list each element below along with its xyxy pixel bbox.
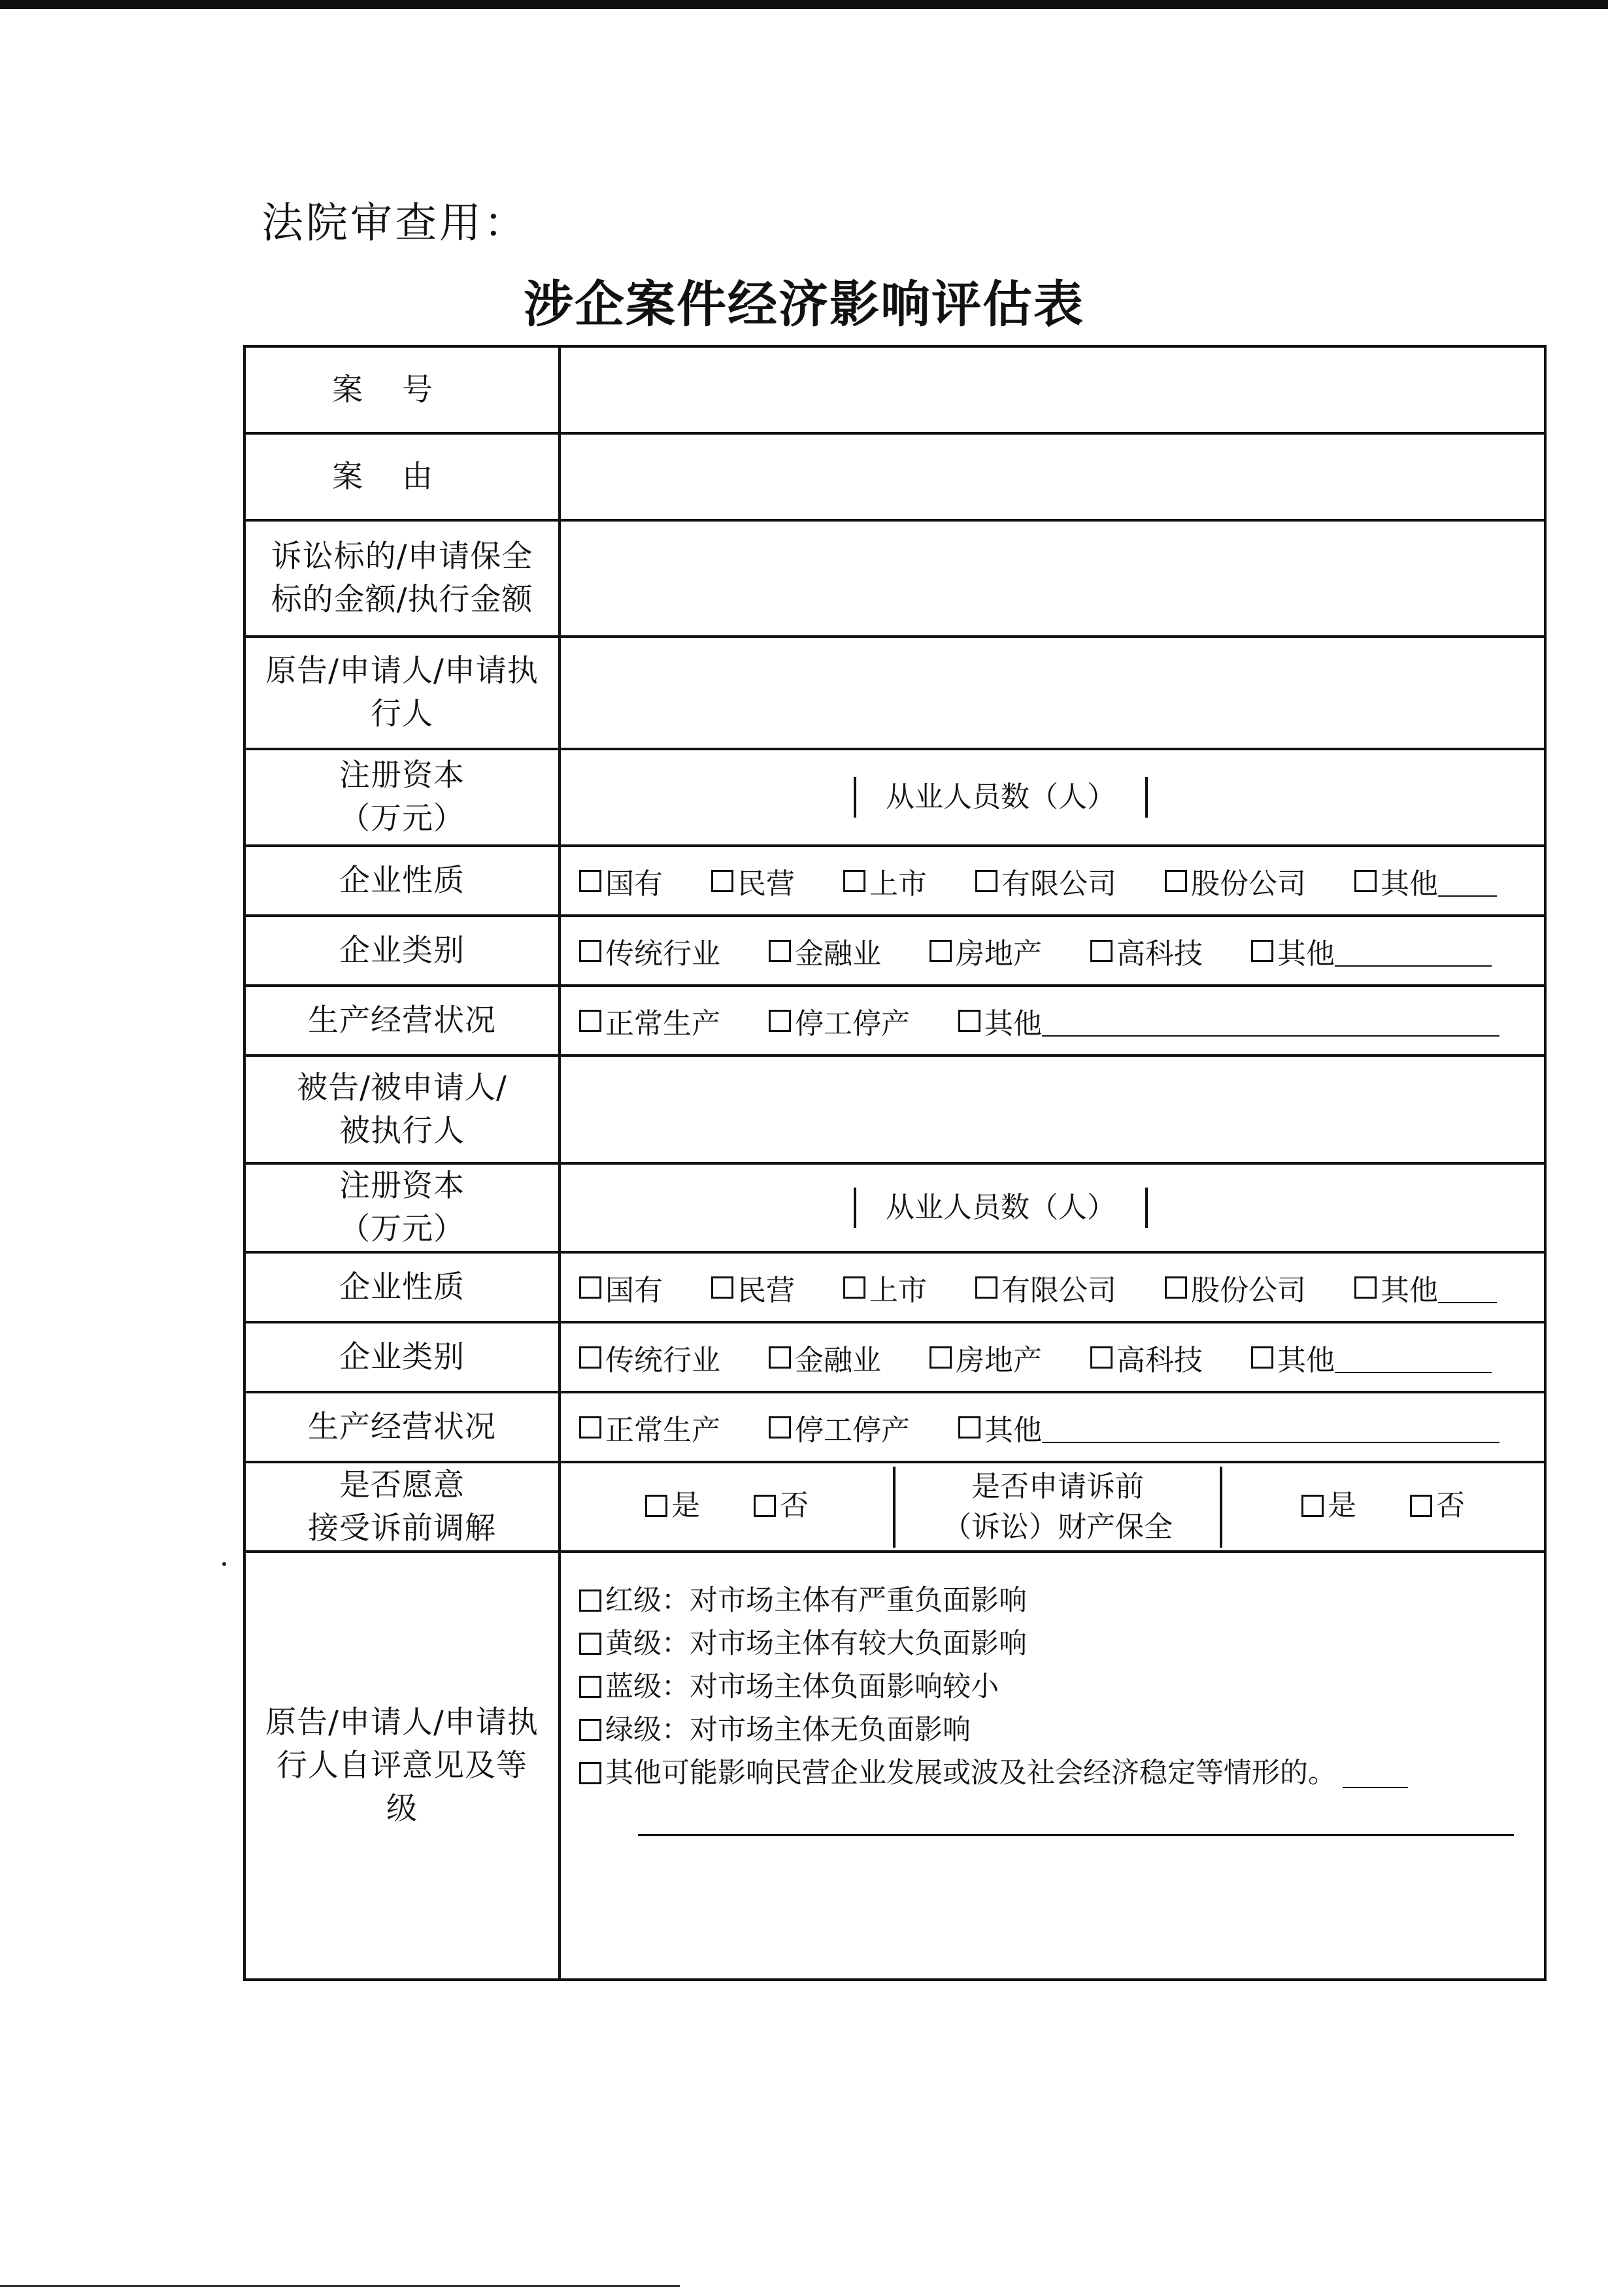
mediation-no-label: 否 [780, 1489, 809, 1522]
mediation-label-line-1: 是否愿意 [339, 1467, 465, 1503]
level-blue-label: 蓝级：对市场主体负面影响较小 [605, 1671, 999, 1703]
defendant-status-normal-label: 正常生产 [605, 1413, 720, 1447]
defendant-category-traditional-checkbox[interactable] [579, 1346, 601, 1369]
preservation-yes-label: 是 [1328, 1489, 1356, 1522]
case-cause-label: 案由 [244, 433, 560, 520]
mediation-yes-checkbox[interactable] [645, 1495, 667, 1517]
defendant-nature-listed-label: 上市 [869, 1273, 927, 1307]
level-other-checkbox[interactable] [579, 1762, 601, 1784]
defendant-capital-label-line-1: 注册资本 [339, 1168, 465, 1204]
scan-top-edge [0, 0, 1608, 9]
defendant-employees-field[interactable] [1147, 1188, 1544, 1228]
defendant-nature-state-label: 国有 [605, 1273, 663, 1307]
plaintiff-status-other-checkbox[interactable] [958, 1010, 980, 1032]
plaintiff-category-hightech-label: 高科技 [1116, 937, 1203, 971]
defendant-category-hightech-checkbox[interactable] [1090, 1346, 1113, 1369]
plaintiff-category-traditional-label: 传统行业 [605, 937, 720, 971]
level-green-checkbox[interactable] [579, 1719, 601, 1741]
preservation-label-line-2: （诉讼）财产保全 [943, 1510, 1173, 1544]
defendant-capital-label-line-2: （万元） [339, 1211, 465, 1247]
defendant-category-finance-label: 金融业 [795, 1343, 881, 1377]
plaintiff-category-finance-label: 金融业 [795, 937, 881, 971]
level-other-blank[interactable] [1343, 1787, 1408, 1788]
defendant-nature-label: 企业性质 [244, 1252, 560, 1322]
plaintiff-label [244, 637, 560, 749]
plaintiff-label-line-1: 原告/申请人/申请执 [265, 653, 539, 689]
row-defendant-capital [244, 1163, 1545, 1252]
plaintiff-nature-llc-label: 有限公司 [1001, 867, 1116, 901]
level-green [579, 1708, 1531, 1752]
mediation-label-line-2: 接受诉前调解 [308, 1510, 496, 1546]
defendant-category-traditional-label: 传统行业 [605, 1343, 720, 1377]
plaintiff-employees-label: 从业人员数（人） [855, 777, 1147, 818]
defendant-category-finance-checkbox[interactable] [769, 1346, 791, 1369]
scan-speck [222, 1562, 226, 1566]
row-plaintiff-nature [244, 846, 1545, 916]
level-yellow-checkbox[interactable] [579, 1633, 601, 1655]
amount-label [244, 520, 560, 637]
plaintiff-nature-other-checkbox[interactable] [1354, 870, 1377, 892]
level-other-label: 其他可能影响民营企业发展或波及社会经济稳定等情形的。 [605, 1757, 1336, 1789]
plaintiff-status-normal-checkbox[interactable] [579, 1010, 601, 1032]
plaintiff-status-other-label: 其他 [984, 1007, 1042, 1040]
row-plaintiff [244, 637, 1545, 749]
row-plaintiff-category [244, 916, 1545, 986]
level-other [579, 1752, 1531, 1795]
assessment-form [243, 345, 1547, 1981]
plaintiff-nature-private-checkbox[interactable] [711, 870, 733, 892]
preservation-no-checkbox[interactable] [1410, 1495, 1432, 1517]
row-defendant-status [244, 1392, 1545, 1462]
defendant-field[interactable] [560, 1056, 1545, 1163]
plaintiff-field[interactable] [560, 637, 1545, 749]
defendant-status-other-checkbox[interactable] [958, 1416, 980, 1439]
row-mediation-preservation [244, 1462, 1545, 1552]
level-green-label: 绿级：对市场主体无负面影响 [605, 1714, 971, 1746]
plaintiff-nature-listed-label: 上市 [869, 867, 927, 901]
plaintiff-nature-joint-stock-label: 股份公司 [1191, 867, 1306, 901]
plaintiff-category-hightech-checkbox[interactable] [1090, 940, 1113, 962]
preservation-no-label: 否 [1436, 1489, 1465, 1522]
row-case-number [244, 346, 1545, 433]
defendant-nature-private-checkbox[interactable] [711, 1276, 733, 1299]
plaintiff-category-label: 企业类别 [244, 916, 560, 986]
court-use-label: 法院审查用： [261, 199, 528, 248]
defendant-capital-field[interactable] [561, 1188, 855, 1228]
plaintiff-status-label: 生产经营状况 [244, 986, 560, 1056]
plaintiff-category-other-label: 其他 [1277, 937, 1335, 971]
level-blue-checkbox[interactable] [579, 1676, 601, 1698]
row-plaintiff-capital [244, 749, 1545, 846]
self-eval-label [244, 1552, 560, 1980]
plaintiff-nature-other-label: 其他 [1381, 867, 1438, 901]
defendant-status-normal-checkbox[interactable] [579, 1416, 601, 1439]
level-red-label: 红级：对市场主体有严重负面影响 [605, 1584, 1027, 1617]
plaintiff-status-normal-label: 正常生产 [605, 1007, 720, 1040]
defendant-category-other-blank[interactable] [1335, 1372, 1492, 1373]
amount-label-line-1: 诉讼标的/申请保全 [271, 539, 533, 574]
row-self-evaluation [244, 1552, 1545, 1980]
plaintiff-category-other-checkbox[interactable] [1251, 940, 1273, 962]
level-other-continuation-blank[interactable] [638, 1834, 1514, 1836]
defendant-status-stopped-checkbox[interactable] [769, 1416, 791, 1439]
defendant-nature-other-label: 其他 [1381, 1273, 1438, 1307]
defendant-nature-listed-checkbox[interactable] [843, 1276, 865, 1299]
mediation-label [244, 1462, 560, 1552]
level-blue [579, 1665, 1531, 1708]
plaintiff-category-realestate-checkbox[interactable] [930, 940, 952, 962]
self-eval-label-line-2: 行人自评意见及等 [276, 1747, 528, 1784]
plaintiff-capital-label-line-1: 注册资本 [339, 757, 465, 793]
plaintiff-nature-state-label: 国有 [605, 867, 663, 901]
plaintiff-nature-listed-checkbox[interactable] [843, 870, 865, 892]
plaintiff-capital-label [244, 749, 560, 846]
preservation-label [894, 1467, 1221, 1548]
defendant-status-other-label: 其他 [984, 1413, 1042, 1447]
defendant-category-hightech-label: 高科技 [1116, 1343, 1203, 1377]
defendant-label-line-1: 被告/被申请人/ [297, 1069, 507, 1106]
row-defendant-category [244, 1322, 1545, 1392]
form-title: 涉企案件经济影响评估表 [524, 275, 1084, 333]
defendant-category-label: 企业类别 [244, 1322, 560, 1392]
plaintiff-nature-llc-checkbox[interactable] [975, 870, 997, 892]
case-number-field[interactable] [560, 346, 1545, 433]
plaintiff-label-line-2: 行人 [371, 696, 433, 732]
amount-label-line-2: 标的金额/执行金额 [271, 582, 533, 618]
plaintiff-nature-state-checkbox[interactable] [579, 870, 601, 892]
level-yellow [579, 1622, 1531, 1665]
defendant-nature-joint-stock-label: 股份公司 [1191, 1273, 1306, 1307]
row-case-cause [244, 433, 1545, 520]
defendant-category-realestate-label: 房地产 [956, 1343, 1042, 1377]
plaintiff-category-other-blank[interactable] [1335, 965, 1492, 967]
mediation-no-checkbox[interactable] [754, 1495, 776, 1517]
defendant-nature-other-checkbox[interactable] [1354, 1276, 1377, 1299]
defendant-category-other-label: 其他 [1277, 1343, 1335, 1377]
scan-bottom-edge [0, 2285, 680, 2287]
plaintiff-status-other-blank[interactable] [1042, 1035, 1499, 1037]
row-defendant [244, 1056, 1545, 1163]
defendant-capital-label [244, 1163, 560, 1252]
plaintiff-category-realestate-label: 房地产 [956, 937, 1042, 971]
level-yellow-label: 黄级：对市场主体有较大负面影响 [605, 1627, 1027, 1660]
defendant-nature-private-label: 民营 [737, 1273, 795, 1307]
mediation-yes-label: 是 [671, 1489, 700, 1522]
plaintiff-employees-field[interactable] [1147, 777, 1544, 818]
preservation-label-line-1: 是否申请诉前 [971, 1469, 1144, 1503]
defendant-category-realestate-checkbox[interactable] [930, 1346, 952, 1369]
defendant-employees-label: 从业人员数（人） [855, 1188, 1147, 1228]
case-cause-field[interactable] [560, 433, 1545, 520]
self-eval-label-line-1: 原告/申请人/申请执 [265, 1704, 539, 1740]
defendant-nature-joint-stock-checkbox[interactable] [1165, 1276, 1187, 1299]
plaintiff-nature-other-blank[interactable] [1438, 895, 1497, 897]
row-amount [244, 520, 1545, 637]
defendant-label [244, 1056, 560, 1163]
defendant-category-other-checkbox[interactable] [1251, 1346, 1273, 1369]
case-number-label: 案号 [244, 346, 560, 433]
amount-field[interactable] [560, 520, 1545, 637]
self-eval-levels [574, 1553, 1531, 1836]
plaintiff-category-traditional-checkbox[interactable] [579, 940, 601, 962]
plaintiff-capital-field[interactable] [561, 777, 855, 818]
defendant-status-other-blank[interactable] [1042, 1442, 1499, 1443]
self-eval-label-line-3: 级 [386, 1790, 418, 1827]
plaintiff-status-stopped-label: 停工停产 [795, 1007, 910, 1040]
plaintiff-status-stopped-checkbox[interactable] [769, 1010, 791, 1032]
row-plaintiff-status [244, 986, 1545, 1056]
defendant-label-line-2: 被执行人 [339, 1112, 465, 1149]
row-defendant-nature [244, 1252, 1545, 1322]
level-red-checkbox[interactable] [579, 1589, 601, 1612]
plaintiff-category-finance-checkbox[interactable] [769, 940, 791, 962]
plaintiff-capital-label-line-2: （万元） [339, 801, 465, 837]
level-red [579, 1579, 1531, 1622]
defendant-status-stopped-label: 停工停产 [795, 1413, 910, 1447]
defendant-nature-state-checkbox[interactable] [579, 1276, 601, 1299]
defendant-nature-other-blank[interactable] [1438, 1302, 1497, 1303]
defendant-nature-llc-label: 有限公司 [1001, 1273, 1116, 1307]
defendant-status-label: 生产经营状况 [244, 1392, 560, 1462]
preservation-yes-checkbox[interactable] [1301, 1495, 1324, 1517]
plaintiff-nature-joint-stock-checkbox[interactable] [1165, 870, 1187, 892]
plaintiff-nature-label: 企业性质 [244, 846, 560, 916]
defendant-nature-llc-checkbox[interactable] [975, 1276, 997, 1299]
plaintiff-nature-private-label: 民营 [737, 867, 795, 901]
